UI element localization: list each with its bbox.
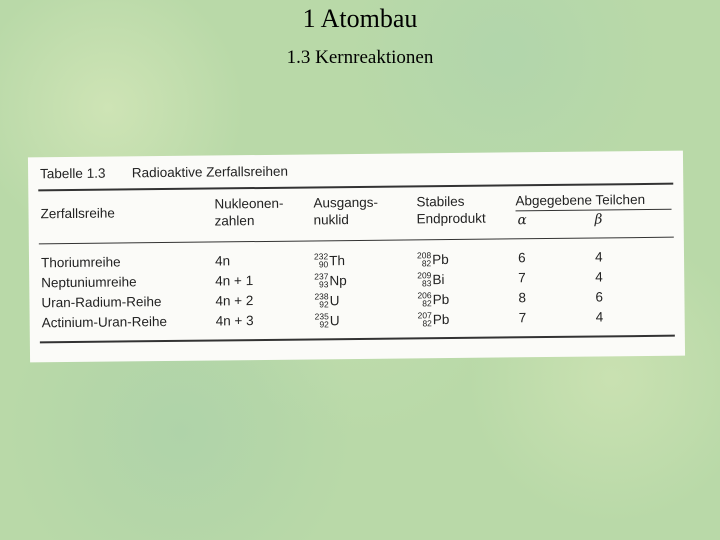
end-z: 82 [422, 318, 432, 329]
row-beta: 4 [594, 249, 603, 265]
end-mass: 209 [417, 270, 432, 281]
start-z: 92 [319, 299, 329, 310]
row-alpha: 7 [518, 310, 527, 326]
row-series-name: Uran-Radium-Reihe [41, 294, 162, 311]
start-mass: 232 [313, 251, 329, 262]
row-end-product [417, 250, 449, 268]
header-alpha: α [517, 212, 527, 229]
start-z: 92 [319, 319, 329, 330]
row-alpha: 6 [517, 250, 526, 266]
header-end-line2: Endprodukt [416, 210, 486, 227]
header-start-line2: nuklid [313, 212, 349, 228]
row-start-nuclide [315, 311, 340, 329]
header-beta: β [594, 211, 603, 228]
row-nucleons: 4n + 3 [215, 313, 254, 329]
start-symbol: U [329, 293, 340, 309]
row-series-name: Neptuniumreihe [41, 274, 137, 291]
start-z: 90 [318, 259, 329, 270]
scanned-table [28, 151, 685, 363]
end-symbol: Pb [432, 291, 450, 308]
start-mass: 237 [314, 271, 329, 282]
start-z: 93 [318, 279, 329, 290]
row-beta: 6 [595, 289, 604, 305]
end-symbol: Pb [432, 251, 449, 268]
row-series-name: Actinium-Uran-Reihe [41, 313, 168, 331]
end-mass: 206 [417, 290, 432, 301]
row-end-product [417, 270, 444, 288]
row-nucleons: 4n + 2 [215, 293, 254, 309]
row-beta: 4 [595, 269, 603, 285]
end-mass: 208 [416, 250, 432, 261]
header-particles: Abgegebene Teilchen [515, 191, 646, 209]
row-beta: 4 [595, 309, 604, 325]
end-z: 82 [421, 258, 432, 269]
row-start-nuclide [314, 251, 345, 269]
row-start-nuclide [314, 271, 347, 289]
start-mass: 235 [314, 311, 329, 322]
end-z: 83 [421, 278, 432, 289]
header-end-line1: Stabiles [416, 193, 465, 210]
row-nucleons: 4n [214, 253, 231, 269]
row-series-name: Thoriumreihe [40, 254, 121, 271]
header-particles-rule [516, 209, 672, 212]
header-nucleon-line1: Nukleonen- [214, 195, 284, 212]
table-caption-number: Tabelle 1.3 [40, 165, 106, 182]
table-bottom-rule [40, 335, 675, 344]
table-caption-text: Radioaktive Zerfallsreihen [131, 163, 289, 181]
row-nucleons: 4n + 1 [215, 273, 254, 289]
slide-title: 1 Atombau [302, 4, 418, 33]
start-symbol: U [329, 313, 340, 329]
end-symbol: Bi [432, 272, 445, 288]
header-bottom-rule [39, 237, 674, 245]
header-start-line1: Ausgangs- [313, 194, 379, 211]
table-top-rule [38, 183, 673, 192]
end-mass: 207 [417, 310, 432, 321]
start-symbol: Th [329, 253, 346, 269]
row-start-nuclide [314, 291, 339, 309]
row-alpha: 7 [518, 270, 526, 286]
row-end-product [417, 290, 449, 308]
header-series: Zerfallsreihe [40, 205, 115, 222]
row-alpha: 8 [518, 290, 527, 306]
table-caption [40, 164, 288, 182]
end-symbol: Pb [432, 311, 450, 328]
start-mass: 238 [314, 291, 329, 302]
start-symbol: Np [329, 273, 347, 289]
end-z: 82 [422, 298, 432, 309]
header-nucleon-line2: zahlen [214, 213, 255, 229]
row-end-product [418, 310, 450, 328]
slide-subtitle: 1.3 Kernreaktionen [286, 47, 434, 68]
